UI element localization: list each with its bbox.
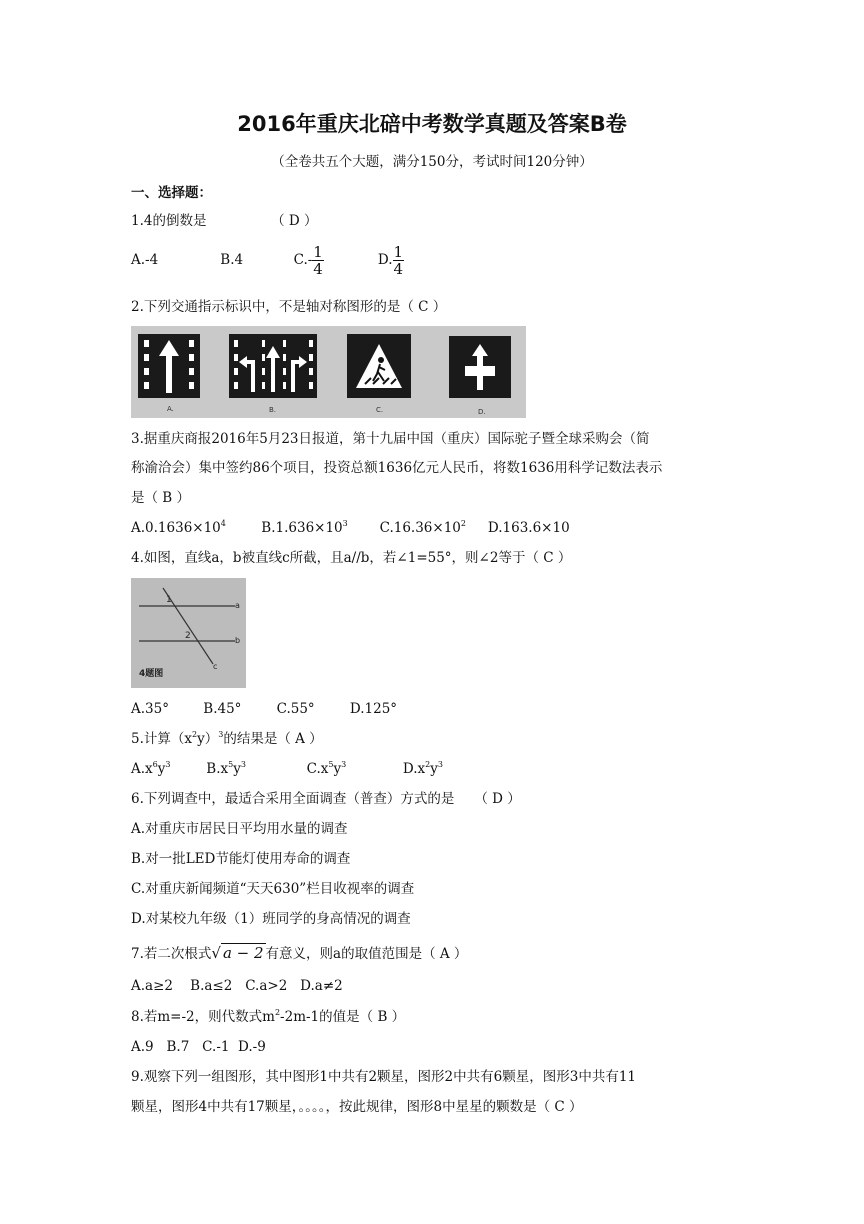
q5-b-base: B.x [206, 761, 229, 777]
q5-stem-pre: 5.计算（x [131, 731, 192, 747]
q2-stem: 2.下列交通指示标识中，不是轴对称图形的是（ C ） [131, 299, 447, 315]
q6-option-a: A.对重庆市居民日平均用水量的调查 [131, 821, 348, 837]
q5-d-base: D.x [402, 761, 426, 777]
fig-label-line-c: c [213, 662, 218, 671]
q5-option-c [307, 760, 399, 778]
q5-b-mid: y [233, 761, 241, 777]
q5-c-mid: y [333, 761, 342, 777]
sign-label-a: A. [167, 405, 174, 413]
q1-d-fraction [393, 244, 405, 277]
q7-square-root: √ a − 2 [211, 944, 264, 962]
q1-d-prefix: D. [377, 252, 393, 268]
q3-option-d: D.163.6×10 [487, 520, 570, 536]
q1-option-b: B.4 [220, 252, 244, 268]
q3-line-3: 是（ B ） [131, 490, 191, 506]
q5-option-a [131, 760, 202, 778]
q1-d-denominator: 4 [393, 260, 404, 278]
q5-stem-post: 的结果是（ A ） [223, 731, 323, 747]
q5-b-exp-1: 5 [228, 760, 234, 769]
sign-label-d: D. [478, 408, 486, 416]
q1-c-fraction [312, 244, 324, 277]
fig-caption: 4题图 [139, 669, 164, 679]
q4-option-c: C.55° [276, 701, 315, 717]
q5-stem [131, 730, 323, 748]
q7-stem [131, 944, 467, 963]
q4-options [131, 700, 397, 718]
q3-option-c [380, 519, 484, 537]
q1-stem: 1.4的倒数是 [131, 213, 207, 229]
q3-option-b [261, 519, 375, 537]
q1-options [131, 244, 404, 277]
q1-c-denominator: 4 [313, 260, 323, 278]
q5-d-exp-1: 2 [425, 760, 431, 769]
q3-c-exponent: 2 [460, 519, 466, 528]
q3-option-a [131, 519, 257, 537]
q3-options [131, 519, 570, 537]
q6-option-b: B.对一批LED节能灯使用寿命的调查 [131, 851, 351, 867]
q5-a-exp-1: 6 [152, 760, 158, 769]
q5-a-exp-2: 3 [165, 760, 171, 769]
fig-label-angle-2: 2 [185, 631, 191, 641]
q6-option-c: C.对重庆新闻频道“天天630”栏目收视率的调查 [131, 881, 415, 897]
parallel-lines-figure [131, 578, 246, 688]
q1-d-numerator: 1 [393, 243, 404, 261]
q8-exp: 2 [274, 1008, 281, 1017]
q3-a-exponent: 4 [220, 519, 226, 528]
section-heading: 一、选择题： [131, 185, 212, 201]
q6-stem [131, 790, 521, 808]
q5-a-mid: y [157, 761, 166, 777]
q4-option-b: B.45° [203, 701, 242, 717]
q5-exp-2: 3 [218, 730, 224, 739]
q5-option-d [403, 760, 443, 778]
q3-c-text: C.16.36×10 [379, 520, 461, 536]
q8-stem-pre: 8.若m=-2，则代数式m [131, 1009, 275, 1025]
q3-a-text: A.0.1636×10 [131, 520, 221, 536]
fig-label-line-b: b [235, 636, 241, 645]
exam-info: （全卷共五个大题，满分150分，考试时间120分钟） [271, 154, 593, 170]
page-title: 2016年重庆北碚中考数学真题及答案B卷 [237, 112, 627, 136]
q8-stem [131, 1008, 405, 1026]
sign-b-lane-arrows-icon [229, 334, 317, 398]
q6-stem-text: 6.下列调查中，最适合采用全面调查（普查）方式的是 [131, 791, 455, 807]
sign-d-cross-intersection-icon [449, 336, 511, 398]
q3-b-exponent: 3 [342, 519, 348, 528]
q5-d-mid: y [430, 761, 438, 777]
q5-exp-1: 2 [192, 730, 198, 739]
sign-c-pedestrian-crossing-icon [347, 334, 411, 398]
sign-label-b: B. [269, 406, 277, 414]
q5-options [131, 760, 443, 778]
q8-stem-post: -2m-1的值是（ B ） [280, 1009, 406, 1025]
q5-a-base: A.x [131, 761, 153, 777]
q5-stem-mid: y） [197, 731, 219, 747]
q4-stem: 4.如图，直线a，b被直线c所截，且a//b，若∠1=55°，则∠2等于（ C ） [131, 550, 572, 566]
q5-option-b [206, 760, 302, 778]
q5-c-exp-2: 3 [341, 760, 347, 769]
sign-label-c: C. [376, 406, 384, 414]
q7-stem-post: 有意义，则a的取值范围是（ A ） [265, 946, 468, 962]
q7-stem-pre: 7.若二次根式 [131, 946, 212, 962]
fig-label-angle-1: 1 [166, 595, 172, 605]
q5-c-exp-1: 5 [328, 760, 334, 769]
q7-radicand: a − 2 [222, 944, 264, 962]
q1-answer: （ D ） [271, 213, 318, 229]
q1-c-prefix: C.- [293, 252, 313, 268]
q5-b-exp-2: 3 [240, 760, 246, 769]
traffic-signs-figure [131, 326, 526, 418]
q9-line-2: 颗星，图形4中共有17颗星，。。。。，按此规律，图形8中星星的颗数是（ C ） [131, 1099, 583, 1115]
q7-options: A.a≥2 B.a≤2 C.a>2 D.a≠2 [131, 978, 343, 994]
q1-option-d [378, 244, 404, 277]
q6-answer: （ D ） [474, 791, 521, 807]
q9-line-1: 9.观察下列一组图形，其中图形1中共有2颗星，图形2中共有6颗星，图形3中共有11 [131, 1069, 637, 1085]
q1-option-a: A.-4 [131, 252, 159, 268]
q3-line-1: 3.据重庆商报2016年5月23日报道，第十九届中国（重庆）国际驼子暨全球采购会（简 [131, 431, 650, 447]
q3-line-2: 称渝洽会）集中签约86个项目，投资总额1636亿元人民币，将数1636用科学记数法表示 [131, 460, 663, 476]
fig-label-line-a: a [235, 601, 240, 610]
q4-option-d: D.125° [349, 701, 398, 717]
sign-a-straight-arrow-icon [138, 334, 200, 398]
q8-options: A.9 B.7 C.-1 D.-9 [131, 1039, 266, 1055]
q3-b-text: B.1.636×10 [261, 520, 343, 536]
q1-c-numerator: 1 [313, 243, 323, 261]
q5-c-base: C.x [306, 761, 329, 777]
q4-option-a: A.35° [131, 701, 169, 717]
question-1 [131, 212, 317, 230]
q5-d-exp-2: 3 [437, 760, 443, 769]
q1-option-c [294, 244, 374, 277]
q6-option-d: D.对某校九年级（1）班同学的身高情况的调查 [131, 911, 411, 927]
